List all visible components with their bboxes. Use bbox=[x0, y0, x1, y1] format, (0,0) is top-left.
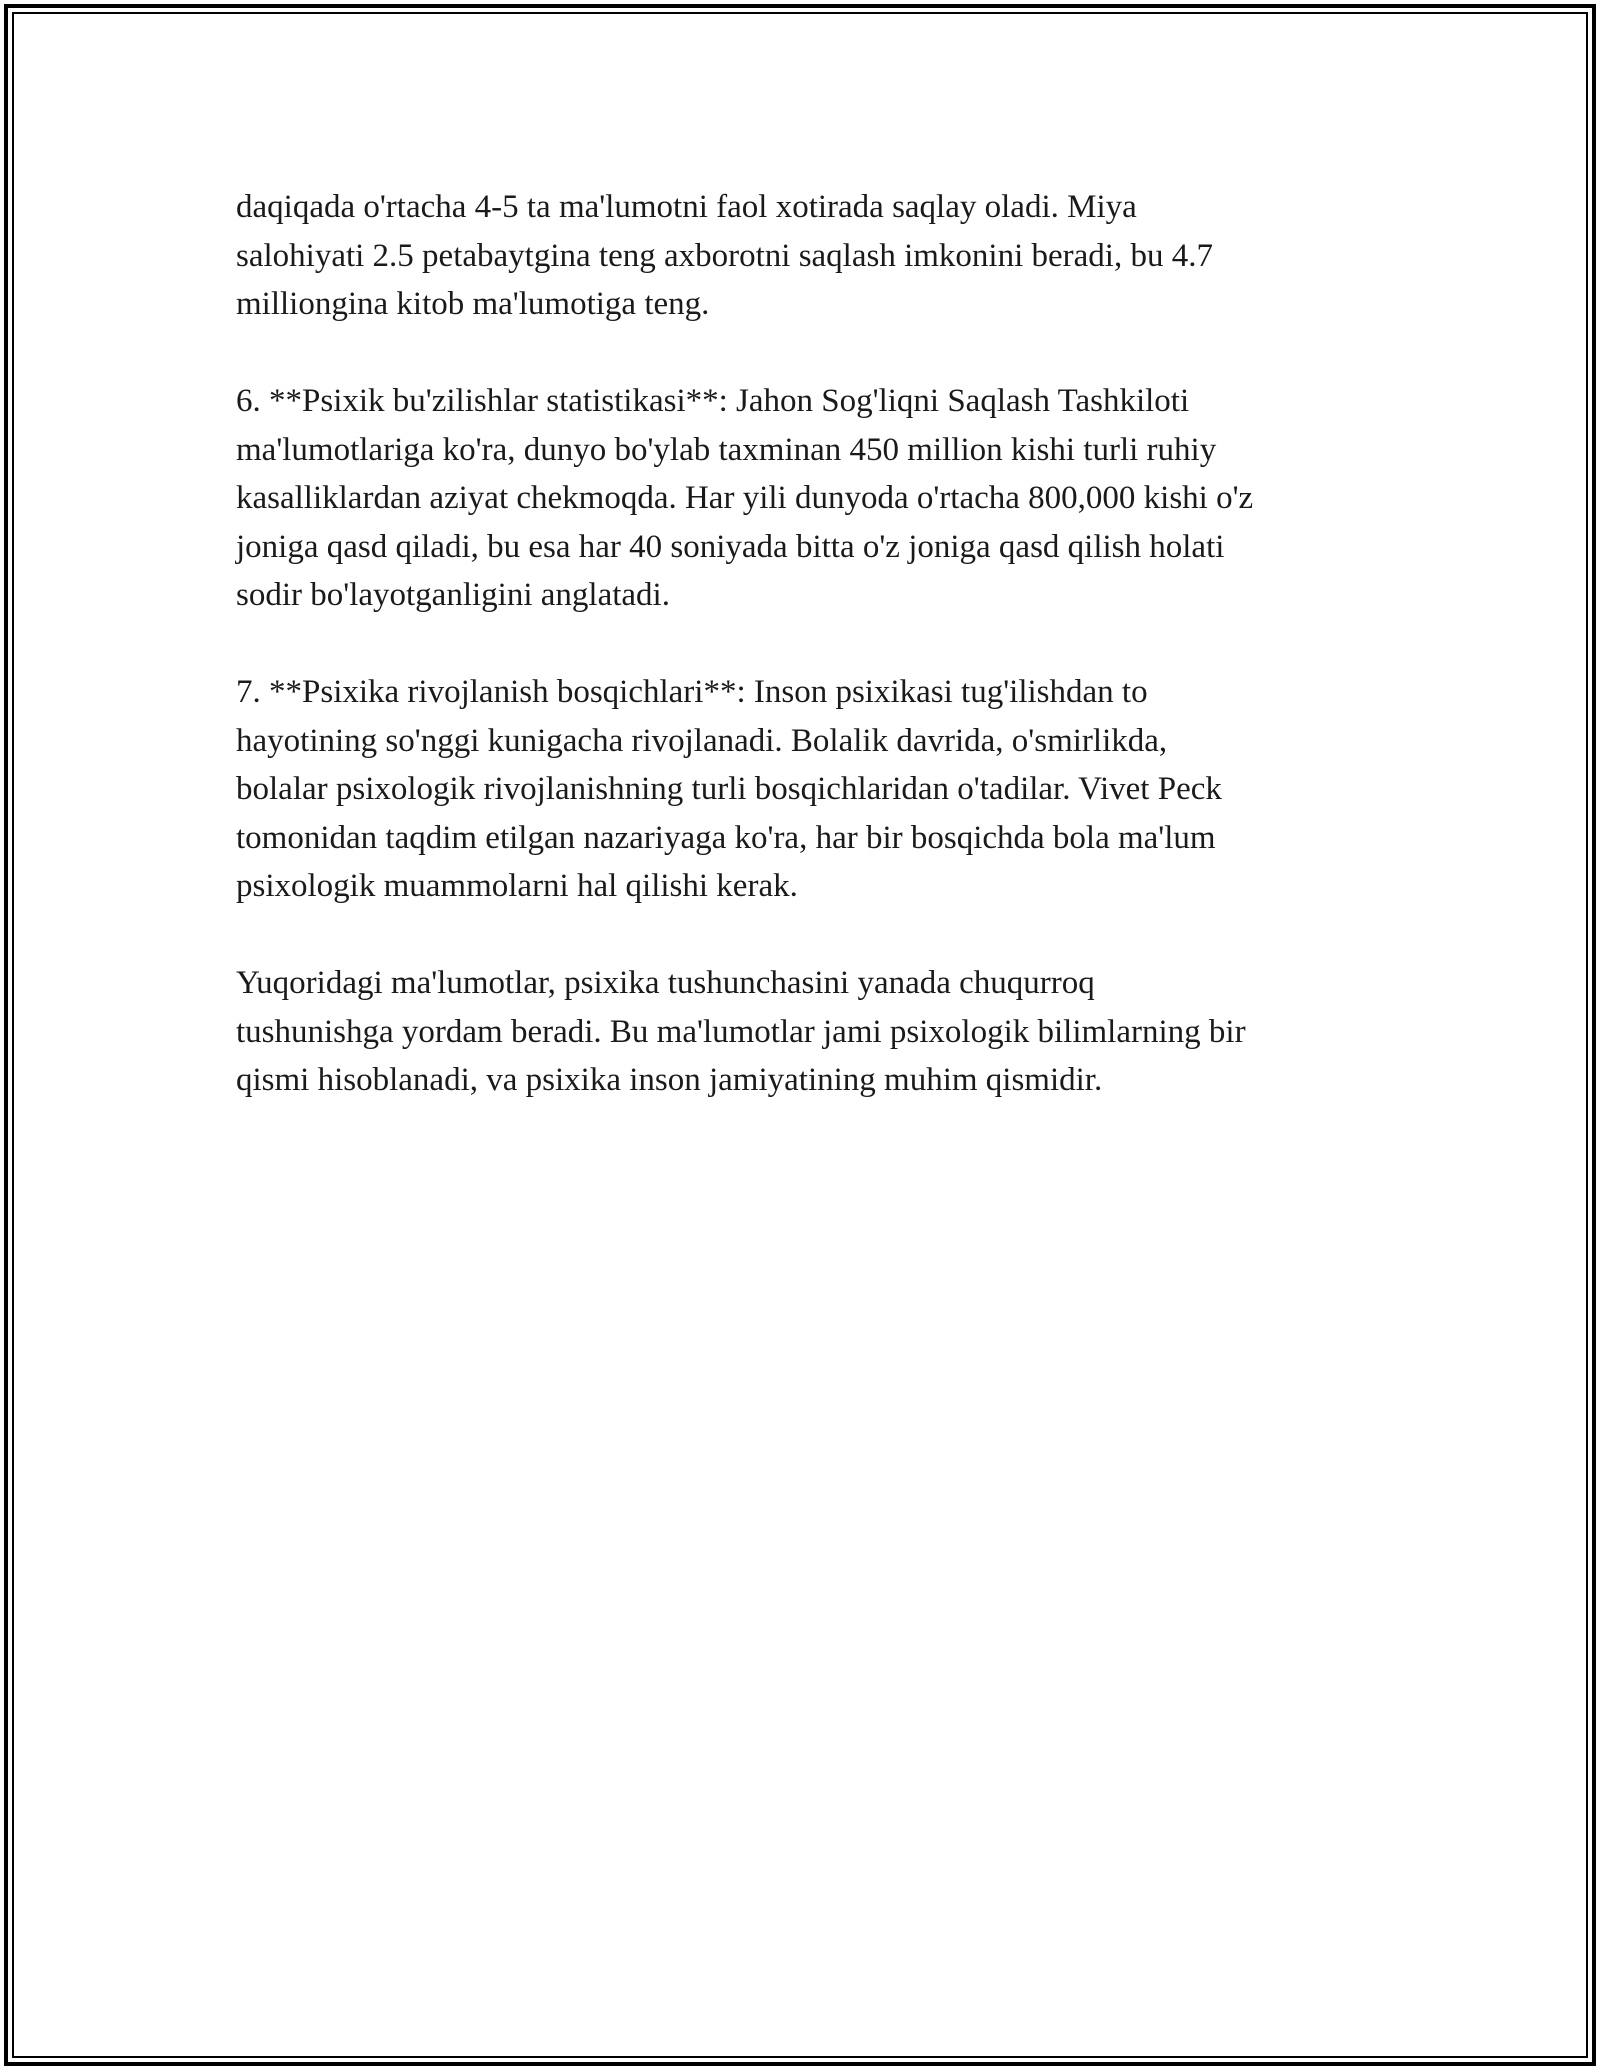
text-line: tushunishga yordam beradi. Bu ma'lumotlar jami psixologik bilimlarning bir bbox=[236, 1013, 1246, 1050]
text-line: kasalliklardan aziyat chekmoqda. Har yili dunyoda o'rtacha 800,000 kishi o'z bbox=[236, 480, 1254, 516]
text-line: bolalar psixologik rivojlanishning turli bosqichlaridan o'tadilar. Vivet Peck bbox=[236, 771, 1222, 807]
text-line: tomonidan taqdim etilgan nazariyaga ko'ra, har bir bosqichda bola ma'lum bbox=[236, 819, 1216, 856]
text-line: joniga qasd qiladi, bu esa har 40 soniyada bitta o'z joniga qasd qilish holati bbox=[236, 528, 1225, 565]
paragraph-conclusion bbox=[236, 959, 1386, 1105]
text-line: 7. **Psixika rivojlanish bosqichlari**: Inson psixikasi tug'ilishdan to bbox=[236, 674, 1148, 710]
text-line: Yuqoridagi ma'lumotlar, psixika tushunchasini yanada chuqurroq bbox=[236, 965, 1095, 1001]
document-body bbox=[236, 183, 1386, 1153]
text-line: sodir bo'layotganligini anglatadi. bbox=[236, 577, 670, 613]
paragraph-mental-disorder-statistics bbox=[236, 377, 1386, 620]
text-line: daqiqada o'rtacha 4-5 ta ma'lumotni faol xotirada saqlay oladi. Miya bbox=[236, 189, 1137, 225]
text-line: hayotining so'nggi kunigacha rivojlanadi. Bolalik davrida, o'smirlikda, bbox=[236, 722, 1168, 759]
paragraph-memory-capacity bbox=[236, 183, 1386, 329]
paragraph-development-stages bbox=[236, 668, 1386, 911]
text-line: 6. **Psixik bu'zilishlar statistikasi**: Jahon Sog'liqni Saqlash Tashkiloti bbox=[236, 383, 1190, 419]
text-line: salohiyati 2.5 petabaytgina teng axborotni saqlash imkonini beradi, bu 4.7 bbox=[236, 237, 1213, 274]
text-line: qismi hisoblanadi, va psixika inson jamiyatining muhim qismidir. bbox=[236, 1062, 1103, 1098]
text-line: psixologik muammolarni hal qilishi kerak. bbox=[236, 868, 798, 904]
text-line: milliongina kitob ma'lumotiga teng. bbox=[236, 286, 710, 322]
text-line: ma'lumotlariga ko'ra, dunyo bo'ylab taxminan 450 million kishi turli ruhiy bbox=[236, 431, 1217, 468]
